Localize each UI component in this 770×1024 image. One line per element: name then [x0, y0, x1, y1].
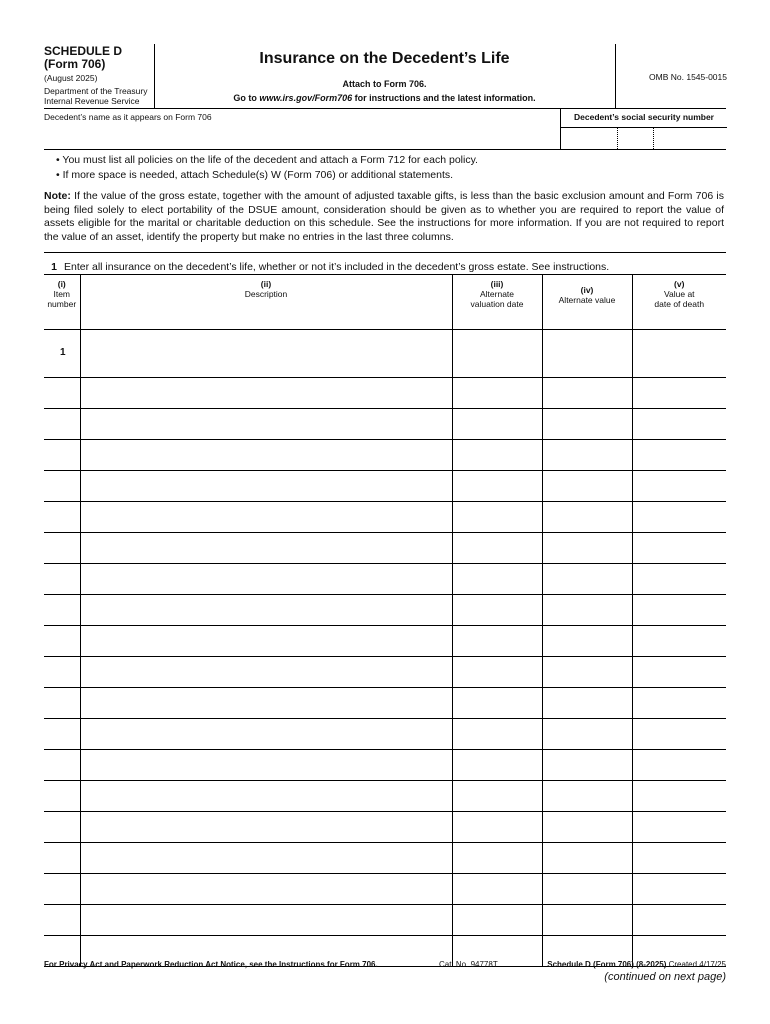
- table-row: [44, 874, 726, 905]
- description-cell[interactable]: [80, 750, 452, 781]
- alternate-value-cell[interactable]: [542, 719, 632, 750]
- alt-valuation-date-cell[interactable]: [452, 533, 542, 564]
- item-number-cell: [44, 378, 80, 409]
- table-row: [44, 719, 726, 750]
- col-label: date of death: [654, 299, 705, 309]
- line-1-instruction: [44, 260, 726, 274]
- col-label: valuation date: [470, 299, 524, 309]
- table-row: [44, 330, 726, 378]
- alternate-value-cell[interactable]: [542, 502, 632, 533]
- description-cell[interactable]: [80, 471, 452, 502]
- identity-row: [44, 109, 726, 150]
- item-number-cell: [44, 657, 80, 688]
- schedule-d-form: [44, 44, 726, 983]
- ssn-field[interactable]: [560, 109, 727, 149]
- alt-valuation-date-cell[interactable]: [452, 719, 542, 750]
- alternate-value-cell[interactable]: [542, 330, 632, 378]
- alt-valuation-date-cell[interactable]: [452, 471, 542, 502]
- alt-valuation-date-cell[interactable]: [452, 843, 542, 874]
- bullet-item: • You must list all policies on the life of the decedent and attach a Form 712 for each policy.: [56, 154, 478, 166]
- description-cell[interactable]: [80, 330, 452, 378]
- alt-valuation-date-cell[interactable]: [452, 657, 542, 688]
- alt-valuation-date-cell[interactable]: [452, 688, 542, 719]
- alt-valuation-date-cell[interactable]: [452, 781, 542, 812]
- description-cell[interactable]: [80, 595, 452, 626]
- table-row: [44, 440, 726, 471]
- alt-valuation-date-cell[interactable]: [452, 812, 542, 843]
- revision-date: (August 2025): [44, 73, 98, 83]
- value-at-death-cell[interactable]: [632, 440, 726, 471]
- description-cell[interactable]: [80, 843, 452, 874]
- value-at-death-cell[interactable]: [632, 409, 726, 440]
- form-id: Schedule D (Form 706) (8-2025): [547, 960, 667, 969]
- col-alt-valuation-date: [452, 275, 542, 330]
- dept-line-2: Internal Revenue Service: [44, 96, 140, 106]
- ssn-input-area[interactable]: [561, 127, 727, 150]
- description-cell[interactable]: [80, 533, 452, 564]
- catalog-number: Cat. No. 94778T: [439, 960, 498, 969]
- instruction-bullets: [44, 153, 726, 183]
- alternate-value-cell[interactable]: [542, 812, 632, 843]
- col-label: Value at: [663, 289, 695, 299]
- description-cell[interactable]: [80, 564, 452, 595]
- alternate-value-cell[interactable]: [542, 378, 632, 409]
- value-at-death-cell[interactable]: [632, 905, 726, 936]
- alternate-value-cell[interactable]: [542, 533, 632, 564]
- table-row: [44, 812, 726, 843]
- department: [44, 86, 154, 106]
- alt-valuation-date-cell[interactable]: [452, 564, 542, 595]
- table-row: [44, 843, 726, 874]
- item-number-cell: [44, 905, 80, 936]
- value-at-death-cell[interactable]: [632, 657, 726, 688]
- item-number-cell: [44, 471, 80, 502]
- table-row: [44, 688, 726, 719]
- alternate-value-cell[interactable]: [542, 626, 632, 657]
- alternate-value-cell[interactable]: [542, 657, 632, 688]
- ssn-label: Decedent’s social security number: [574, 112, 714, 122]
- section-divider: [44, 252, 726, 253]
- schedule-name: SCHEDULE D: [44, 44, 123, 58]
- value-at-death-cell[interactable]: [632, 719, 726, 750]
- alt-valuation-date-cell[interactable]: [452, 750, 542, 781]
- alternate-value-cell[interactable]: [542, 440, 632, 471]
- item-number-cell: [44, 781, 80, 812]
- value-at-death-cell[interactable]: [632, 378, 726, 409]
- col-label: Description: [244, 289, 288, 299]
- col-label: Alternate value: [558, 295, 616, 305]
- item-number-cell: [44, 440, 80, 471]
- omb-block: [615, 44, 727, 108]
- description-cell[interactable]: [80, 626, 452, 657]
- form-id-block: [44, 44, 155, 108]
- alternate-value-cell[interactable]: [542, 564, 632, 595]
- irs-link[interactable]: www.irs.gov/Form706: [259, 93, 353, 103]
- col-label: number: [47, 299, 77, 309]
- item-number-cell: [44, 812, 80, 843]
- description-cell[interactable]: [80, 812, 452, 843]
- table-header-row: [44, 275, 726, 330]
- table-row: [44, 750, 726, 781]
- alt-valuation-date-cell[interactable]: [452, 409, 542, 440]
- goto-prefix: Go to: [233, 93, 260, 103]
- value-at-death-cell[interactable]: [632, 626, 726, 657]
- table-row: [44, 378, 726, 409]
- alt-valuation-date-cell[interactable]: [452, 378, 542, 409]
- table-row: [44, 626, 726, 657]
- insurance-table: [44, 274, 726, 967]
- item-number-cell: [44, 502, 80, 533]
- goto-suffix: for instructions and the latest information.: [352, 93, 536, 103]
- description-cell[interactable]: [80, 781, 452, 812]
- alt-valuation-date-cell[interactable]: [452, 330, 542, 378]
- col-num: (ii): [260, 279, 272, 289]
- value-at-death-cell[interactable]: [632, 781, 726, 812]
- alternate-value-cell[interactable]: [542, 781, 632, 812]
- col-value-at-death: [632, 275, 726, 330]
- table-row: [44, 905, 726, 936]
- description-cell[interactable]: [80, 905, 452, 936]
- table-row: [44, 533, 726, 564]
- description-cell[interactable]: [80, 657, 452, 688]
- value-at-death-cell[interactable]: [632, 330, 726, 378]
- title-block: [154, 44, 615, 108]
- alt-valuation-date-cell[interactable]: [452, 502, 542, 533]
- omb-number: OMB No. 1545-0015: [649, 72, 727, 82]
- bullet-item: • If more space is needed, attach Schedule(s) W (Form 706) or additional statements.: [56, 169, 454, 181]
- item-number-cell: [44, 626, 80, 657]
- table-row: [44, 781, 726, 812]
- alternate-value-cell[interactable]: [542, 471, 632, 502]
- col-num: (i): [57, 279, 66, 289]
- description-cell[interactable]: [80, 378, 452, 409]
- value-at-death-cell[interactable]: [632, 874, 726, 905]
- item-number-cell: [44, 533, 80, 564]
- dept-line-1: Department of the Treasury: [44, 86, 148, 96]
- item-number-cell: [44, 409, 80, 440]
- value-at-death-cell[interactable]: [632, 843, 726, 874]
- attach-instruction: Attach to Form 706.: [342, 79, 427, 89]
- alt-valuation-date-cell[interactable]: [452, 440, 542, 471]
- ssn-divider: [617, 127, 618, 149]
- description-cell[interactable]: [80, 409, 452, 440]
- alternate-value-cell[interactable]: [542, 595, 632, 626]
- value-at-death-cell[interactable]: [632, 812, 726, 843]
- value-at-death-cell[interactable]: [632, 750, 726, 781]
- col-item-number: [44, 275, 80, 330]
- item-number-cell: [44, 719, 80, 750]
- col-description: [80, 275, 452, 330]
- item-number-cell: [44, 750, 80, 781]
- value-at-death-cell[interactable]: [632, 471, 726, 502]
- ssn-divider: [653, 127, 654, 149]
- alternate-value-cell[interactable]: [542, 874, 632, 905]
- table-row: [44, 657, 726, 688]
- alternate-value-cell[interactable]: [542, 905, 632, 936]
- form-footer-id: [547, 960, 726, 969]
- value-at-death-cell[interactable]: [632, 688, 726, 719]
- table-row: [44, 409, 726, 440]
- value-at-death-cell[interactable]: [632, 564, 726, 595]
- created-date: Created 4/17/25: [666, 960, 726, 969]
- alternate-value-cell[interactable]: [542, 843, 632, 874]
- continued-note: (continued on next page): [604, 971, 726, 983]
- table-row: [44, 564, 726, 595]
- description-cell[interactable]: [80, 719, 452, 750]
- note-text: If the value of the gross estate, together with the amount of adjusted taxable gifts, is less than the basic exclusion amount and Form 706 is being filed solely to elect portability of the DSUE amount, consideration should be given as to whether you are required to report the value of assets eligible for the marital or charitable deduction on this schedule. See the instructions for more information. If you are not required to report the value of an asset, identify the property but make no entries in the last three columns.: [44, 190, 724, 243]
- item-number-cell: [44, 843, 80, 874]
- table-row: [44, 502, 726, 533]
- schedule-title: [44, 45, 154, 71]
- decedent-name-label: Decedent’s name as it appears on Form 706: [44, 112, 212, 122]
- line-number: 1: [51, 261, 57, 273]
- form-title: Insurance on the Decedent’s Life: [259, 50, 510, 67]
- goto-instruction: [154, 93, 615, 103]
- alternate-value-cell[interactable]: [542, 409, 632, 440]
- line-1-text: Enter all insurance on the decedent’s life, whether or not it’s included in the decedent’s gross estate. See instructions.: [64, 261, 610, 273]
- note-label: Note:: [44, 190, 71, 202]
- form-number: (Form 706): [44, 57, 106, 71]
- item-number-cell: [44, 564, 80, 595]
- form-header: [44, 44, 726, 109]
- item-number-cell: [44, 595, 80, 626]
- item-number-cell: 1: [44, 330, 80, 378]
- alt-valuation-date-cell[interactable]: [452, 595, 542, 626]
- col-label: Item: [53, 289, 71, 299]
- item-number-cell: [44, 688, 80, 719]
- value-at-death-cell[interactable]: [632, 502, 726, 533]
- table-row: [44, 595, 726, 626]
- col-num: (v): [674, 279, 685, 289]
- col-alternate-value: [542, 275, 632, 330]
- alt-valuation-date-cell[interactable]: [452, 874, 542, 905]
- table-row: [44, 471, 726, 502]
- col-num: (iii): [490, 279, 504, 289]
- value-at-death-cell[interactable]: [632, 595, 726, 626]
- item-number-cell: [44, 874, 80, 905]
- alternate-value-cell[interactable]: [542, 688, 632, 719]
- privacy-notice: For Privacy Act and Paperwork Reduction Act Notice, see the Instructions for Form 706.: [44, 960, 378, 969]
- col-num: (iv): [580, 285, 594, 295]
- col-label: Alternate: [479, 289, 515, 299]
- description-cell[interactable]: [80, 502, 452, 533]
- description-cell[interactable]: [80, 874, 452, 905]
- note-paragraph: [44, 190, 726, 244]
- alt-valuation-date-cell[interactable]: [452, 905, 542, 936]
- description-cell[interactable]: [80, 440, 452, 471]
- alt-valuation-date-cell[interactable]: [452, 626, 542, 657]
- value-at-death-cell[interactable]: [632, 533, 726, 564]
- description-cell[interactable]: [80, 688, 452, 719]
- alternate-value-cell[interactable]: [542, 750, 632, 781]
